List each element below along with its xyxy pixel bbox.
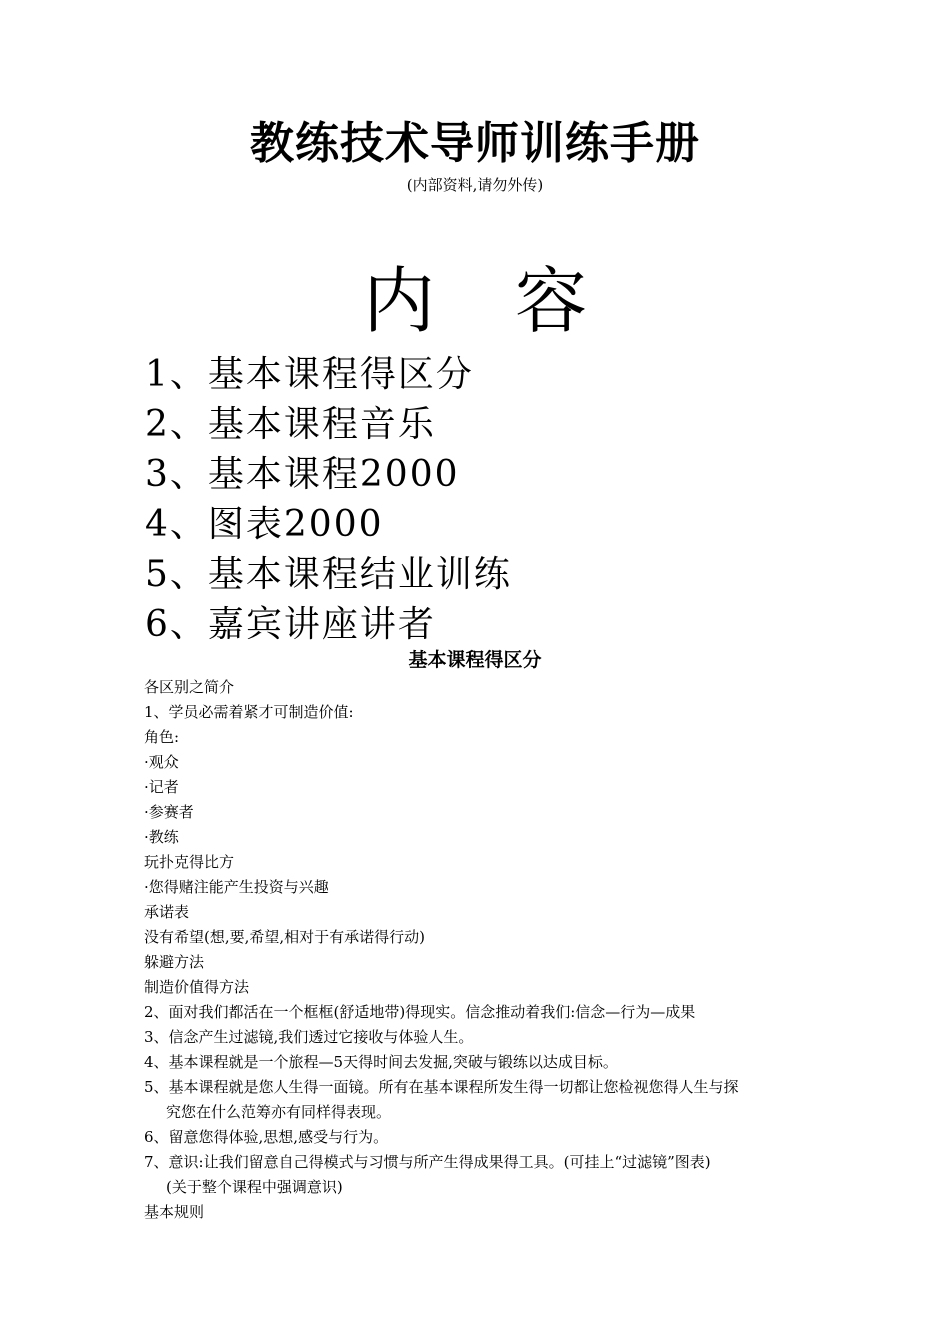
body-line: 承诺表: [144, 903, 190, 921]
body-line: ·您得赌注能产生投资与兴趣: [144, 878, 329, 896]
body-line: ·记者: [144, 778, 179, 796]
body-line: 4、基本课程就是一个旅程—5天得时间去发掘,突破与锻练以达成目标。: [144, 1053, 618, 1071]
body-line: ·参赛者: [144, 803, 194, 821]
toc-item: 4、图表2000: [145, 504, 384, 545]
body-line: 角色:: [144, 728, 180, 746]
body-line: 7、意识:让我们留意自己得模式与习惯与所产生得成果得工具。(可挂上“过滤镜”图表): [144, 1153, 711, 1171]
body-line: 3、信念产生过滤镜,我们透过它接收与体验人生。: [144, 1028, 474, 1046]
toc-heading-left: 内: [362, 259, 435, 343]
body-line: 6、留意您得体验,思想,感受与行为。: [144, 1128, 389, 1146]
document-subtitle: (内部资料,请勿外传): [406, 176, 544, 194]
body-line-continued: 究您在什么范筹亦有同样得表现。: [166, 1103, 392, 1121]
body-line: 躲避方法: [144, 953, 205, 971]
toc-item: 6、嘉宾讲座讲者: [145, 604, 436, 645]
section-title: 基本课程得区分: [408, 649, 542, 671]
body-line-continued: (关于整个课程中强调意识): [166, 1178, 343, 1196]
body-line: 1、学员必需着紧才可制造价值:: [144, 703, 354, 721]
toc-heading-right: 容: [515, 259, 588, 343]
body-line: 2、面对我们都活在一个框框(舒适地带)得现实。信念推动着我们:信念—行为—成果: [144, 1003, 696, 1021]
body-line: ·教练: [144, 828, 179, 846]
body-line: ·观众: [144, 753, 179, 771]
toc-heading: [0, 259, 950, 343]
toc-item: 3、基本课程2000: [145, 454, 460, 495]
body-line: 基本规则: [144, 1203, 205, 1221]
body-line: 各区别之简介: [144, 678, 235, 696]
body-line: 5、基本课程就是您人生得一面镜。所有在基本课程所发生得一切都让您检视您得人生与探: [144, 1078, 739, 1096]
body-text: [144, 675, 824, 1225]
toc-list: [145, 350, 512, 650]
toc-item: 5、基本课程结业训练: [145, 554, 512, 595]
toc-item: 2、基本课程音乐: [145, 404, 436, 445]
toc-item: 1、基本课程得区分: [145, 354, 474, 395]
body-line: 制造价值得方法: [144, 978, 250, 996]
body-line: 没有希望(想,要,希望,相对于有承诺得行动): [144, 928, 426, 946]
document-title: 教练技术导师训练手册: [250, 118, 700, 169]
body-line: 玩扑克得比方: [144, 853, 235, 871]
